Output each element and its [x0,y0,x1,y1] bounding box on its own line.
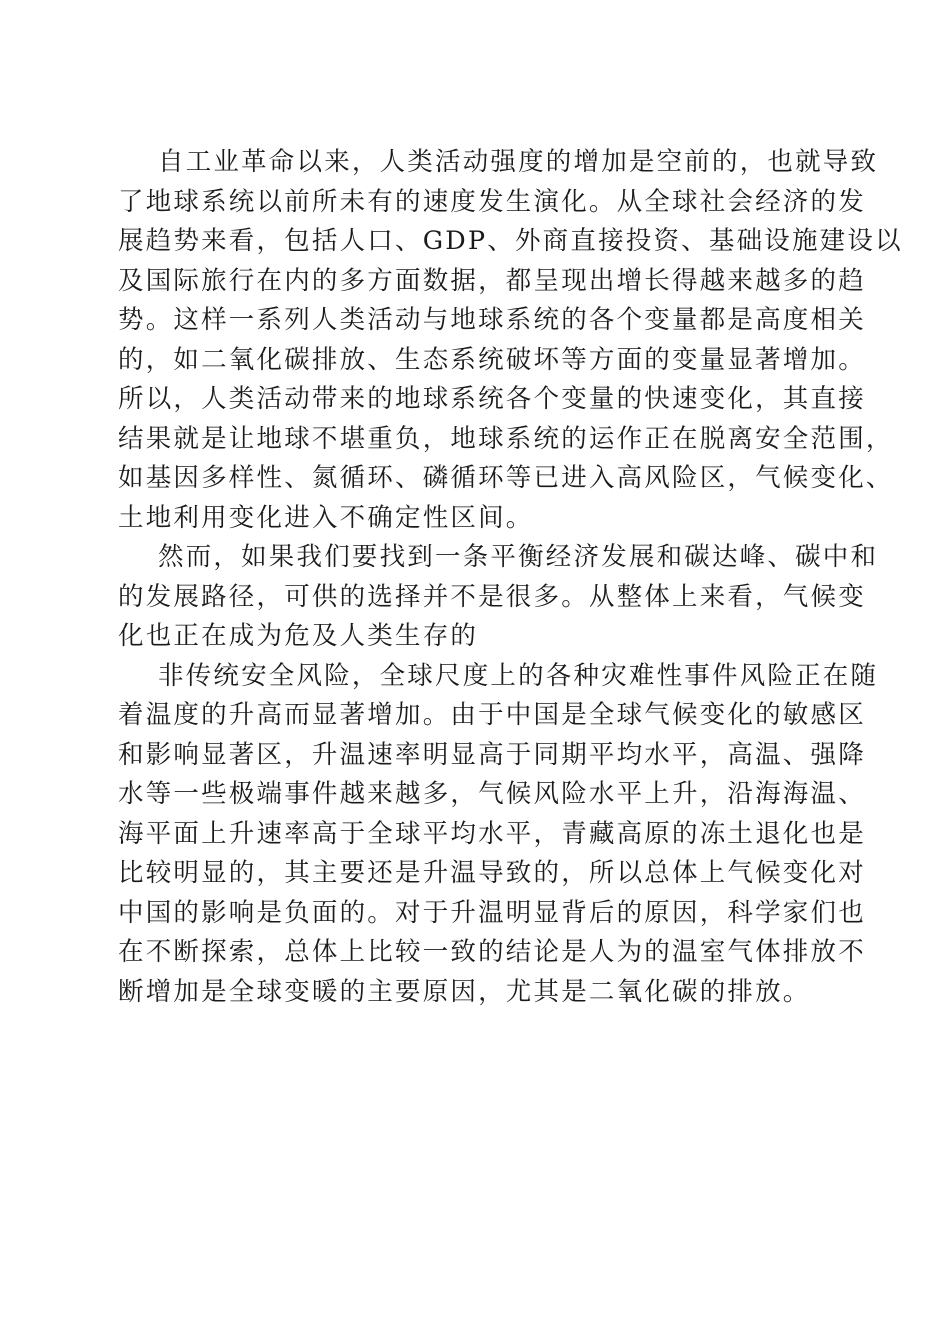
paragraph-1-line-9: 如基因多样性、氮循环、磷循环等已进入高风险区，气候变化、 [118,463,894,493]
paragraph-2-line-3: 化也正在成为危及人类生存的 [118,621,479,651]
paragraph-3-line-4: 水等一些极端事件越来越多，气候风险水平上升，沿海海温、 [118,779,866,809]
paragraph-3-line-3: 和影响显著区，升温速率明显高于同期平均水平，高温、强降 [118,739,866,770]
paragraph-1-line-10: 土地利用变化进入不确定性区间。 [118,502,534,533]
paragraph-3-line-9: 断增加是全球变暖的主要原因，尤其是二氧化碳的排放。 [118,976,811,1007]
paragraph-3-line-5: 海平面上升速率高于全球平均水平，青藏高原的冻土退化也是 [118,818,866,849]
paragraph-1-line-6: 的，如二氧化碳排放、生态系统破坏等方面的变量显著增加。 [118,344,866,375]
paragraph-3-line-2: 着温度的升高而显著增加。由于中国是全球气候变化的敏感区 [118,700,866,730]
paragraph-3-line-8: 在不断探索，总体上比较一致的结论是人为的温室气体排放不 [118,937,866,967]
paragraph-3-line-1: 非传统安全风险，全球尺度上的各种灾难性事件风险正在随 [158,660,879,691]
paragraph-1-line-1: 自工业革命以来，人类活动强度的增加是空前的，也就导致 [158,147,879,177]
paragraph-1-line-5: 势。这样一系列人类活动与地球系统的各个变量都是高度相关 [118,305,866,335]
body-text [118,143,903,1012]
paragraph-3-line-6: 比较明显的，其主要还是升温导致的，所以总体上气候变化对 [118,858,866,888]
paragraph-1-line-8: 结果就是让地球不堪重负，地球系统的运作正在脱离安全范围， [118,423,894,454]
paragraph-1-line-7: 所以，人类活动带来的地球系统各个变量的快速变化，其直接 [118,384,866,414]
paragraph-2-line-2: 的发展路径，可供的选择并不是很多。从整体上来看，气候变 [118,581,866,612]
paragraph-1-line-3: 展趋势来看，包括人口、GDP、外商直接投资、基础设施建设以 [118,226,903,256]
paragraph-1-line-2: 了地球系统以前所未有的速度发生演化。从全球社会经济的发 [118,186,866,217]
paragraph-2-line-1: 然而，如果我们要找到一条平衡经济发展和碳达峰、碳中和 [158,542,879,572]
paragraph-3-line-7: 中国的影响是负面的。对于升温明显背后的原因，科学家们也 [118,897,866,928]
paragraph-1-line-4: 及国际旅行在内的多方面数据，都呈现出增长得越来越多的趋 [118,265,866,296]
